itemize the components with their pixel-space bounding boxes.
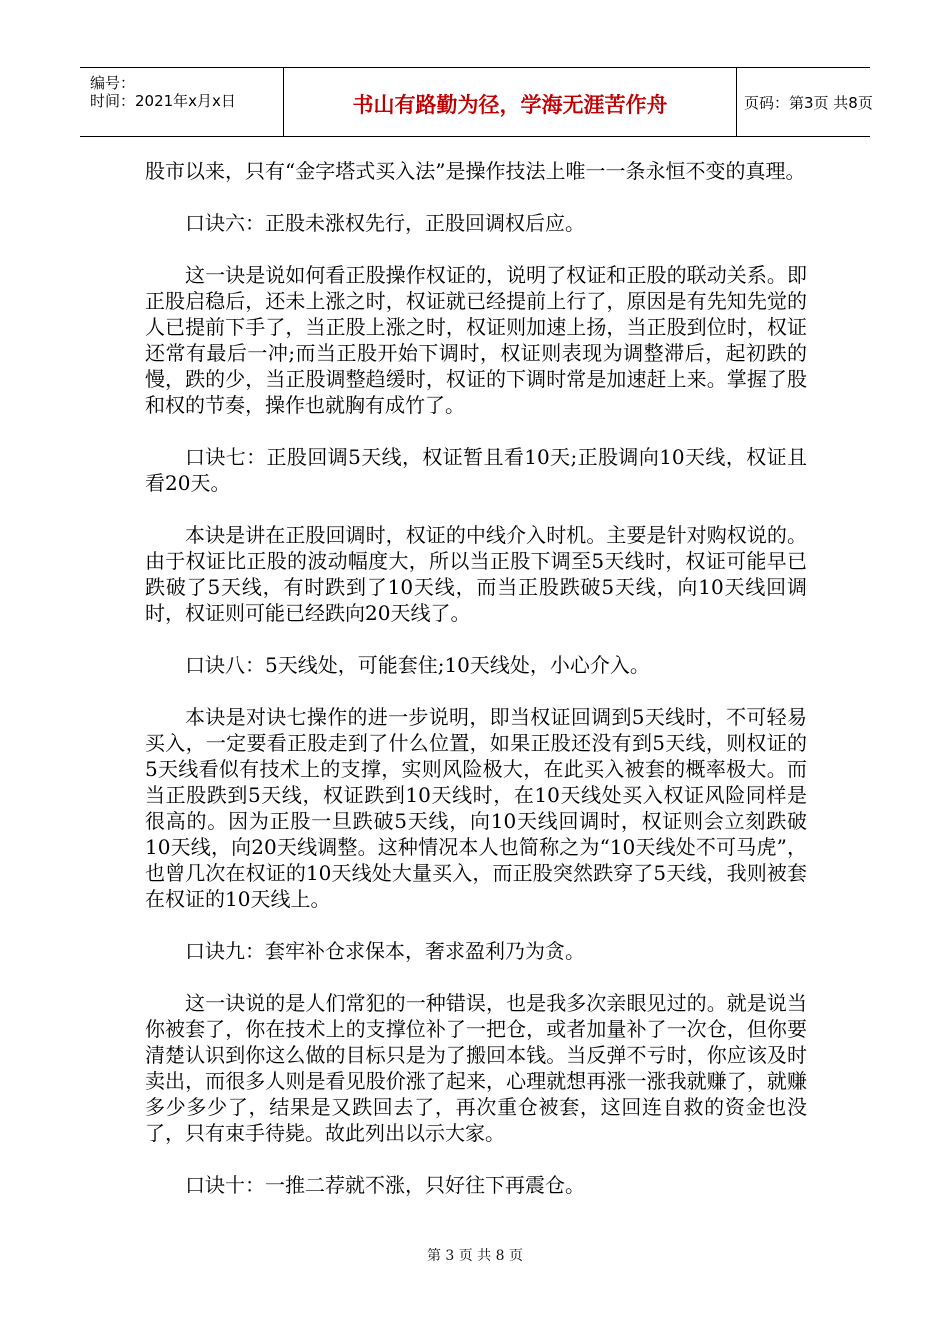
body-paragraph: 本诀是对诀七操作的进一步说明，即当权证回调到5天线时，不可轻易买入，一定要看正股走到了什么位置，如果正股还没有到5天线，则权证的5天线看似有技术上的支撑，实则风险极大，在此买入被套的概率极大。而当正股跌到5天线，权证跌到10天线时，在10天线处买入权证风险同样是很高的。因为正股一旦跌破5天线，向10天线回调时，权证则会立刻跌破10天线，向20天线调整。这种情况本人也简称之为“10天线处不可马虎”，也曾几次在权证的10天线处大量买入，而正股突然跌穿了5天线，我则被套在权证的10天线上。 — [145, 705, 807, 911]
header-motto: 书山有路勤为径，学海无涯苦作舟 — [352, 93, 668, 117]
page-footer: 第 3 页 共 8 页 — [426, 1248, 524, 1264]
doc-date: 时间：2021年x月x日 — [90, 92, 236, 110]
body-paragraph: 这一诀说的是人们常犯的一种错误，也是我多次亲眼见过的。就是说当你被套了，你在技术上的支撑位补了一把仓，或者加量补了一次仓，但你要清楚认识到你这么做的目标只是为了搬回本钱。当反弹不亏时，你应该及时卖出，而很多人则是看见股价涨了起来，心理就想再涨一涨我就赚了，就赚多少多少了，结果是又跌回去了，再次重仓被套，这回连自救的资金也没了，只有束手待毙。故此列出以示大家。 — [145, 991, 807, 1145]
body-paragraph: 本诀是讲在正股回调时，权证的中线介入时机。主要是针对购权说的。由于权证比正股的波动幅度大，所以当正股下调至5天线时，权证可能早已跌破了5天线，有时跌到了10天线，而当正股跌破5天线，向10天线回调时，权证则可能已经跌向20天线了。 — [145, 523, 807, 625]
header-motto-cell — [283, 68, 737, 136]
header-page-cell — [736, 68, 873, 136]
body-paragraph: 这一诀是说如何看正股操作权证的，说明了权证和正股的联动关系。即正股启稳后，还未上涨之时，权证就已经提前上行了，原因是有先知先觉的人已提前下手了，当正股上涨之时，权证则加速上扬，当正股到位时，权证还常有最后一冲;而当正股开始下调时，权证则表现为调整滞后，起初跌的慢，跌的少，当正股调整趋缓时，权证的下调时常是加速赶上来。掌握了股和权的节奏，操作也就胸有成竹了。 — [145, 263, 807, 417]
rule-heading-7: 口诀七：正股回调5天线，权证暂且看10天;正股调向10天线，权证且看20天。 — [145, 445, 807, 495]
header-meta-cell — [80, 68, 283, 136]
header-page-info: 页码：第3页 共8页 — [744, 94, 873, 112]
rule-heading-10: 口诀十：一推二荐就不涨，只好往下再震仓。 — [185, 1173, 585, 1197]
rule-heading-9: 口诀九：套牢补仓求保本，奢求盈利乃为贪。 — [185, 939, 585, 963]
page-header — [80, 67, 873, 137]
rule-heading-6: 口诀六：正股未涨权先行，正股回调权后应。 — [185, 211, 585, 235]
rule-heading-8: 口诀八：5天线处，可能套住;10天线处，小心介入。 — [185, 653, 650, 677]
doc-number-label: 编号： — [90, 74, 136, 92]
body-paragraph: 股市以来，只有“金字塔式买入法”是操作技法上唯一一条永恒不变的真理。 — [145, 159, 806, 183]
document-body — [145, 158, 807, 1224]
